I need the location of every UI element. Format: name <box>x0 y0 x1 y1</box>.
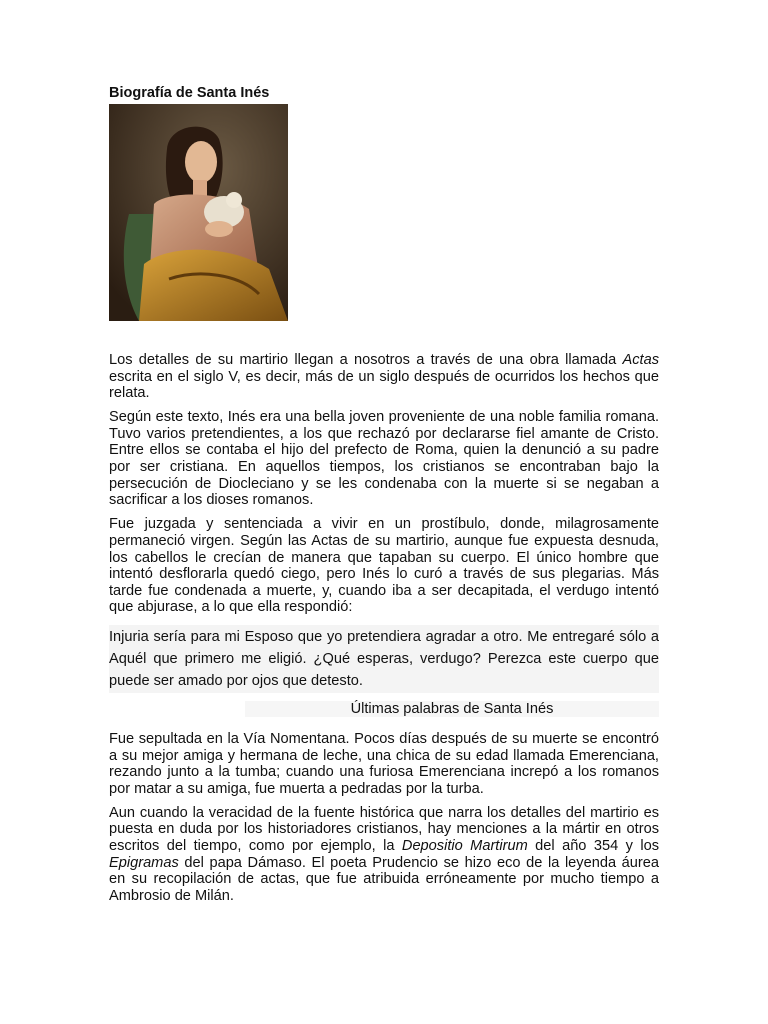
paragraph-3: Fue juzgada y sentenciada a vivir en un prostíbulo, donde, milagrosamente permaneció virgen. Según las Actas de su martirio, aunque fue expuesta desnuda, los cabellos le crecían de manera que tapaban su cuerpo. El único hombre que intentó desflorarla quedó ciego, pero Inés lo curó a través de sus plegarias. Más tarde fue condenada a muerte, y, cuando iba a ser decapitada, el verdugo intentó que abjurase, a lo que ella respondió: <box>109 516 659 616</box>
italic-actas: Actas <box>622 352 659 368</box>
quote-caption: Últimas palabras de Santa Inés <box>245 701 659 717</box>
document-page <box>109 84 659 912</box>
portrait-image <box>109 104 288 321</box>
italic-epigramas: Epigramas <box>109 854 179 871</box>
paragraph-2: Según este texto, Inés era una bella joven proveniente de una noble familia romana. Tuvo varios pretendientes, a los que rechazó por declararse fiel amante de Cristo. Entre ellos se contaba el hijo del prefecto de Roma, quien la denunció a su padre por ser cristiana. En aquellos tiempos, los cristianos se encontraban bajo la persecución de Diocleciano y se les condenaba con la muerte si se negaban a sacrificar a los dioses romanos. <box>109 409 659 509</box>
article-body <box>109 352 659 904</box>
blockquote: Injuria sería para mi Esposo que yo pretendiera agradar a otro. Me entregaré sólo a Aquél que primero me eligió. ¿Qué esperas, verdugo? Perezca este cuerpo que puede ser amado por ojos que detesto. <box>109 625 659 693</box>
paragraph-1: Los detalles de su martirio llegan a nosotros a través de una obra llamada Actas escrita en el siglo V, es decir, más de un siglo después de ocurridos los hechos que relata. <box>109 352 659 402</box>
document-title: Biografía de Santa Inés <box>109 85 270 101</box>
italic-depositio: Depositio Martirum <box>401 837 528 854</box>
saint-agnes-painting <box>109 104 288 321</box>
paragraph-5: Aun cuando la veracidad de la fuente histórica que narra los detalles del martirio es puesta en duda por los historiadores cristianos, hay menciones a la mártir en otros escritos del tiempo, como por ejemplo, la Depositio Martirum del año 354 y los Epigramas del papa Dámaso. El poeta Prudencio se hizo eco de la leyenda áurea en su recopilación de actas, que fue atribuida erróneamente por mucho tiempo a Ambrosio de Milán. <box>109 804 660 904</box>
paragraph-4: Fue sepultada en la Vía Nomentana. Pocos días después de su muerte se encontró a su mejor amiga y hermana de leche, una chica de su edad llamada Emerenciana, rezando junto a la tumba; cuando una furiosa Emerenciana increpó a los romanos por matar a su amiga, fue muerta a pedradas por la turba. <box>109 730 659 797</box>
